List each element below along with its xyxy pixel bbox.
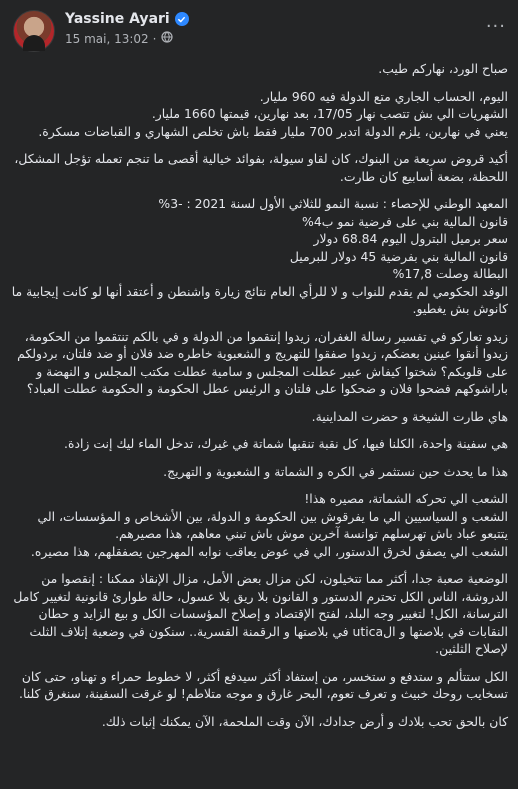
post-paragraph (10, 713, 508, 731)
more-options-icon[interactable]: ··· (485, 16, 506, 37)
post-paragraph (10, 328, 508, 398)
post-text-line: اليوم، الحساب الجاري متع الدولة فيه 960 مليار. (259, 88, 508, 104)
post-paragraph (10, 150, 508, 185)
post-text-line: قانون المالية بني بفرضية 45 دولار للبرميل (289, 248, 508, 264)
post-text-line: الشهريات الي بش تتصب نهار 17/05، بعد نهارين، قيمتها 1660 مليار. (151, 106, 508, 121)
post-text-line: الوضعية صعبة جدا، أكثر مما تتخيلون، لكن مزال بعض الأمل، مزال الإنقاذ ممكنا : إنقصوا من الدروشة، الناس الكل تحترم الدستور و القانون بلا ريق بلا عسول، حالة طوارئ قانونية لتغيير كامل الترسانة، الكل! لتغيير وجه البلد، لفتح الإقتصاد و إصلاح المؤسسات الكل و بيع الزايد و حطان النقابات في بلاصتها و الutica في بلاصتها و الرقمنة القسرية.. سنكون في وضعية إتلاف الثلث لإصلاح الثلثين. (13, 571, 508, 656)
post-text-line: اللحظة، بضعة أسابيع كان طارت. (339, 168, 508, 184)
post-text (10, 60, 508, 740)
post-text-line: الشعب الي يصفق لخرق الدستور، الي في عوض يعاقب نوابه المهرجين يصفقلهم، هذا مصيره. (30, 543, 508, 559)
globe-icon[interactable] (161, 31, 173, 46)
post-paragraph (10, 435, 508, 453)
verified-badge-icon (175, 12, 189, 26)
post-paragraph (10, 668, 508, 703)
author-name[interactable]: Yassine Ayari (65, 11, 170, 27)
post-paragraph (10, 408, 508, 426)
post-text-line: قانون المالية بني على فرضية نمو ب4% (302, 213, 508, 229)
post-paragraph (10, 570, 508, 658)
post-text-line: كان بالحق تحب بلادك و أرض جدادك، الآن وقت الملحمة، الآن يمكنك إثبات ذلك. (101, 713, 508, 729)
post-text-line: هي سفينة واحدة، الكلنا فيها، كل نقبة تنقبها شماتة في غيرك، تدخل الماء ليك إنت زادة. (64, 436, 508, 451)
post-paragraph (10, 88, 508, 141)
post-paragraph (10, 195, 508, 318)
post-text-line: الوفد الحكومي لم يقدم للنواب و لا للرأي العام نتائج زيارة واشنطن و أعتقد أنها لو كانت إيجابية ما كانوش بش يغطيو. (11, 283, 508, 316)
post-text-line: زيدو تعاركو في تفسير رسالة الغفران، زيدوا إنتقموا من الدولة و في بالكم تنتقموا من الحكومة، زيدوا أنقوا عينين بعضكم، زيدوا صفقوا للتهريج و الشعبوية خاطره ضد فلان أو ضد فلتان، بردولكم على قلوبكم؟ شختوا كيفاش عبير عطلت المجلس و سامية عطلت مكتب المجلس و النهضة و باراشوكهم فضحوا فلان و ضحكوا على فلتان و الرئيس عطل الحكومة و الحكومة عطلت العباد؟ (17, 328, 508, 396)
post-text-line: المعهد الوطني للإحصاء : نسبة النمو للثلاثي الأول لسنة 2021 : -3% (158, 196, 508, 211)
post-text-line: يعني في نهارين، يلزم الدولة اتدبر 700 مليار فقط باش تخلص الشهاري و القباضات مسكرة. (38, 123, 508, 139)
post-paragraph (10, 60, 508, 78)
post-text-line: الكل ستتألم و ستدفع و ستخسر، من إستفاد أكثر سيدفع أكثر، لا خطوط حمراء و تهناو، حتى كان تسخايب روحك خبيث و تعرف تعوم، البحر غارق و موجه متلاطم! لو غرقت السفينة، سنغرق كلنا. (19, 668, 508, 701)
post-text-line: صباح الورد، نهاركم طيب. (378, 61, 508, 76)
post-header: Yassine Ayari 15 mai, 13:02 · ··· (13, 10, 508, 58)
post-paragraph (10, 463, 508, 481)
post-text-line: الشعب الي تحركه الشماتة، مصيره هذا! (304, 491, 508, 506)
post-text-line: الشعب و السياسيين الي ما يفرقوش بين الحكومة و الدولة، بين الأشخاص و المؤسسات، الي يتتبعو عباد باش تهرسلهم توانسة آخرين موش باش تبني معاهم، هذا مصيرهم. (37, 508, 508, 541)
post-text-line: هذا ما يحدث حين نستثمر في الكره و الشماتة و الشعبوية و التهريج. (163, 463, 508, 479)
post-text-line: هاي طارت الشيخة و حضرت المداينية. (311, 408, 508, 424)
avatar[interactable] (13, 10, 55, 52)
post-text-line: البطالة وصلت 17,8% (392, 266, 508, 281)
post-text-line: أكيد قروض سريعة من البنوك، كان لقاو سيولة، بفوائد خيالية أقصى ما تنجم تعمله تؤجل المشكل، (14, 151, 508, 166)
post-timestamp[interactable]: 15 mai, 13:02 (65, 31, 149, 46)
post-text-line: سعر برميل البترول اليوم 68.84 دولار (313, 231, 508, 246)
post-paragraph (10, 490, 508, 560)
